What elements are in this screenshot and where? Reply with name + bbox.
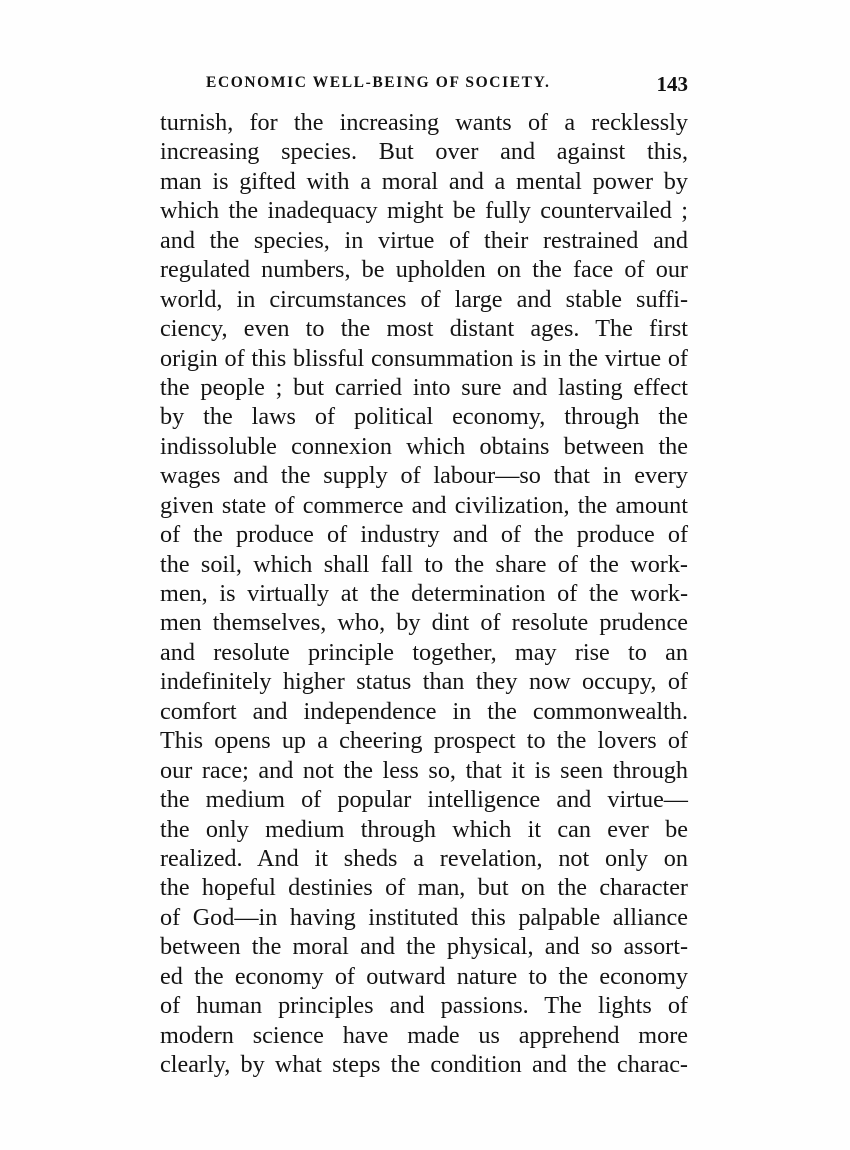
page-number: 143 (656, 72, 688, 96)
text-line: and resolute principle together, may rise to an (160, 638, 688, 666)
text-line: wages and the supply of labour—so that in every (160, 462, 688, 490)
text-line: between the moral and the physical, and so assort- (160, 933, 688, 961)
text-line: indissoluble connexion which obtains between the (160, 432, 688, 460)
text-line: turnish, for the increasing wants of a recklessly (160, 109, 688, 136)
text-line: indefinitely higher status than they now occupy, of (160, 668, 688, 696)
text-line: which the inadequacy might be fully countervailed ; (160, 197, 688, 225)
text-line: world, in circumstances of large and stable suffi- (160, 285, 688, 313)
text-line: given state of commerce and civilization, the amount (160, 491, 688, 519)
text-line: comfort and independence in the commonwealth. (160, 697, 688, 725)
text-line: the hopeful destinies of man, but on the character (160, 874, 688, 902)
text-line: modern science have made us apprehend more (160, 1021, 688, 1049)
text-line: and the species, in virtue of their restrained and (160, 226, 688, 254)
text-line: of God—in having instituted this palpable alliance (160, 903, 688, 931)
text-line: men themselves, who, by dint of resolute prudence (160, 609, 688, 637)
text-line: the medium of popular intelligence and virtue— (160, 786, 688, 814)
text-line: our race; and not the less so, that it is seen through (160, 756, 688, 784)
text-line: increasing species. But over and against this, (160, 138, 688, 166)
text-line: by the laws of political economy, through the (160, 403, 688, 431)
text-line: the people ; but carried into sure and lasting effect (160, 373, 688, 401)
text-line: regulated numbers, be upholden on the face of our (160, 256, 688, 284)
text-line: the only medium through which it can ever be (160, 815, 688, 843)
text-line: realized. And it sheds a revelation, not only on (160, 844, 688, 872)
body-text (160, 108, 688, 1079)
text-line: origin of this blissful consummation is in the virtue of (160, 344, 688, 372)
text-line: the soil, which shall fall to the share of the work- (160, 550, 688, 578)
text-line: men, is virtually at the determination of the work- (160, 580, 688, 607)
running-head (160, 72, 688, 98)
text-line: of human principles and passions. The lights of (160, 992, 688, 1020)
text-line: ciency, even to the most distant ages. The first (160, 315, 688, 343)
text-line: clearly, by what steps the condition and the charac- (160, 1051, 688, 1078)
text-line: This opens up a cheering prospect to the lovers of (160, 727, 688, 755)
text-line: ed the economy of outward nature to the economy (160, 962, 688, 990)
text-line: man is gifted with a moral and a mental power by (160, 167, 688, 195)
text-line: of the produce of industry and of the produce of (160, 521, 688, 549)
running-title: ECONOMIC WELL-BEING OF SOCIETY. (206, 74, 551, 91)
